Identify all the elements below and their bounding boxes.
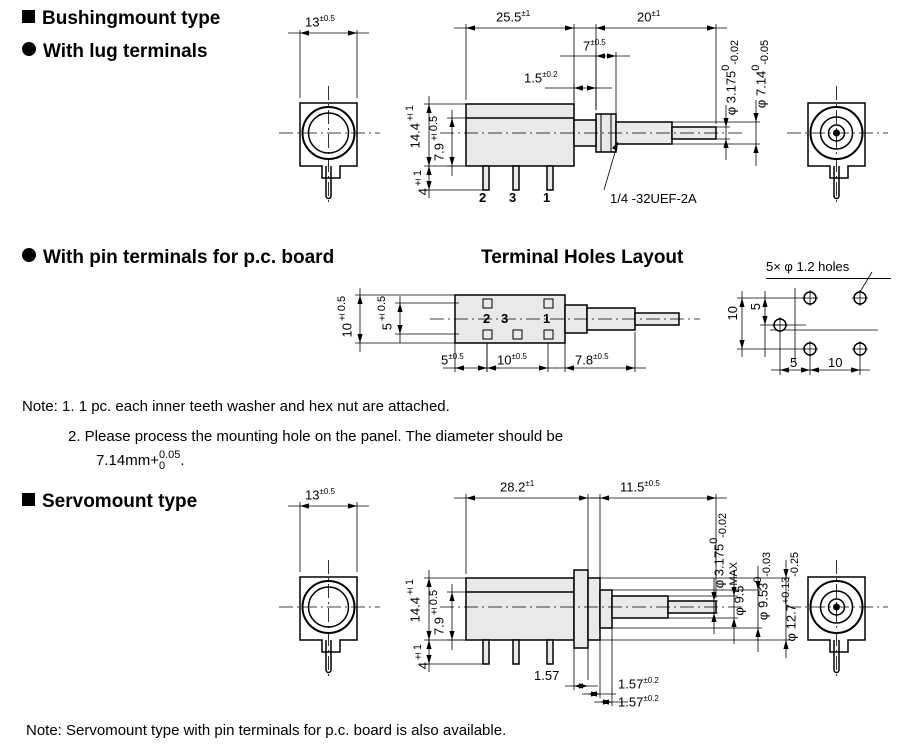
dim-label-phi-3_175: φ $3.175^0_{-0.02}$ [720, 40, 741, 116]
dim-label-20: $20^{\pm 1}$ [637, 9, 661, 25]
section-subtitle-lug-terminals: With lug terminals [22, 41, 208, 63]
dim-label-5b-holes: 5 [790, 355, 798, 370]
dim-label-25_5: $25.5^{\pm 1}$ [496, 9, 531, 25]
pin-terminal-label-2: 2 [483, 311, 491, 326]
servo-side-view [440, 570, 742, 664]
dim-label-10-holes: 10 [725, 306, 740, 321]
dim-label-28_2: $28.2^{\pm 1}$ [500, 479, 535, 495]
dim-label-14_4: $14.4^{\pm 1}$ [404, 105, 423, 149]
tolerance-upper: 0.05 [158, 449, 181, 461]
tolerance-lower: 0 [158, 460, 166, 472]
dim-label-1_57c: $1.57^{\pm 0.2}$ [618, 694, 659, 710]
dim-label-5-pin: $5^{\pm 0.5}$ [376, 296, 395, 331]
dim-label-5-holes: 5 [748, 303, 763, 311]
dim-11_5-servo [590, 494, 727, 598]
dim-label-7_9-servo: $7.9^{\pm 0.5}$ [428, 590, 447, 636]
thread-callout: 1/4 -32UEF-2A [610, 191, 697, 206]
dim-label-1_57b: $1.57^{\pm 0.2}$ [618, 676, 659, 692]
holes-note: 5× φ 1.2 holes [766, 259, 850, 274]
dim-label-7: $7^{\pm 0.5}$ [583, 38, 606, 54]
note-1: Note: 1. 1 pc. each inner teeth washer and hex nut are attached. [22, 398, 450, 415]
dim-label-11_5: $11.5^{\pm 0.5}$ [620, 479, 660, 495]
section-title-bushingmount: Bushingmount type [22, 8, 220, 30]
pin-terminal-label-1: 1 [543, 311, 551, 326]
dim-label-phi-9_5: φ $9.5^{MAX}$ [728, 562, 747, 616]
dim-label-10b-pin: $10^{\pm 0.5}$ [497, 352, 527, 368]
dim-label-phi-12_7: φ $12.7^{+0.13}_{-0.25}$ [780, 552, 801, 642]
section-title-servomount: Servomount type [22, 491, 197, 513]
dim-label-phi-3_175-servo: φ $3.175^0_{-0.02}$ [708, 513, 729, 589]
servo-right-endview [787, 560, 888, 679]
terminal-label-2: 2 [479, 190, 487, 205]
note-2-value: 7.14mm+ 0.05 0 . [96, 449, 185, 472]
servo-note: Note: Servomount type with pin terminals for p.c. board is also available. [26, 722, 507, 739]
dim-label-13-servo: $13^{\pm 0.5}$ [305, 487, 335, 503]
dim-label-1_5: $1.5^{\pm 0.2}$ [524, 70, 558, 86]
servo-left-endview [279, 560, 380, 679]
dim-label-4: $4^{\pm 1}$ [412, 170, 431, 196]
note-2: 2. Please process the mounting hole on the panel. The diameter should be [68, 428, 564, 445]
pin-terminal-label-3: 3 [501, 311, 509, 326]
dim-label-10b-holes: 10 [828, 355, 843, 370]
dim-label-13: $13^{\pm 0.5}$ [305, 14, 335, 30]
dim-label-phi-9_53: φ $9.53^0_{-0.03}$ [752, 552, 773, 621]
terminal-label-3: 3 [509, 190, 517, 205]
dim-label-7_9: $7.9^{\pm 0.5}$ [428, 116, 447, 162]
section-title-pin-terminals: With pin terminals for p.c. board [22, 247, 334, 269]
dim-label-14_4-servo: $14.4^{\pm 1}$ [404, 579, 423, 623]
dim-label-1_57: 1.57 [534, 668, 560, 683]
dim-label-4-servo: $4^{\pm 1}$ [412, 644, 431, 670]
dim-label-7_8-pin: $7.8^{\pm 0.5}$ [575, 352, 609, 368]
dim-28_2-servo [454, 494, 600, 574]
dim-label-10-pin: $10^{\pm 0.5}$ [336, 296, 355, 338]
section-title-terminal-holes: Terminal Holes Layout [481, 247, 684, 268]
terminal-label-1: 1 [543, 190, 551, 205]
dim-label-phi-7_14: φ $7.14^0_{-0.05}$ [750, 40, 771, 109]
dim-label-5b-pin: $5^{\pm 0.5}$ [441, 352, 464, 368]
